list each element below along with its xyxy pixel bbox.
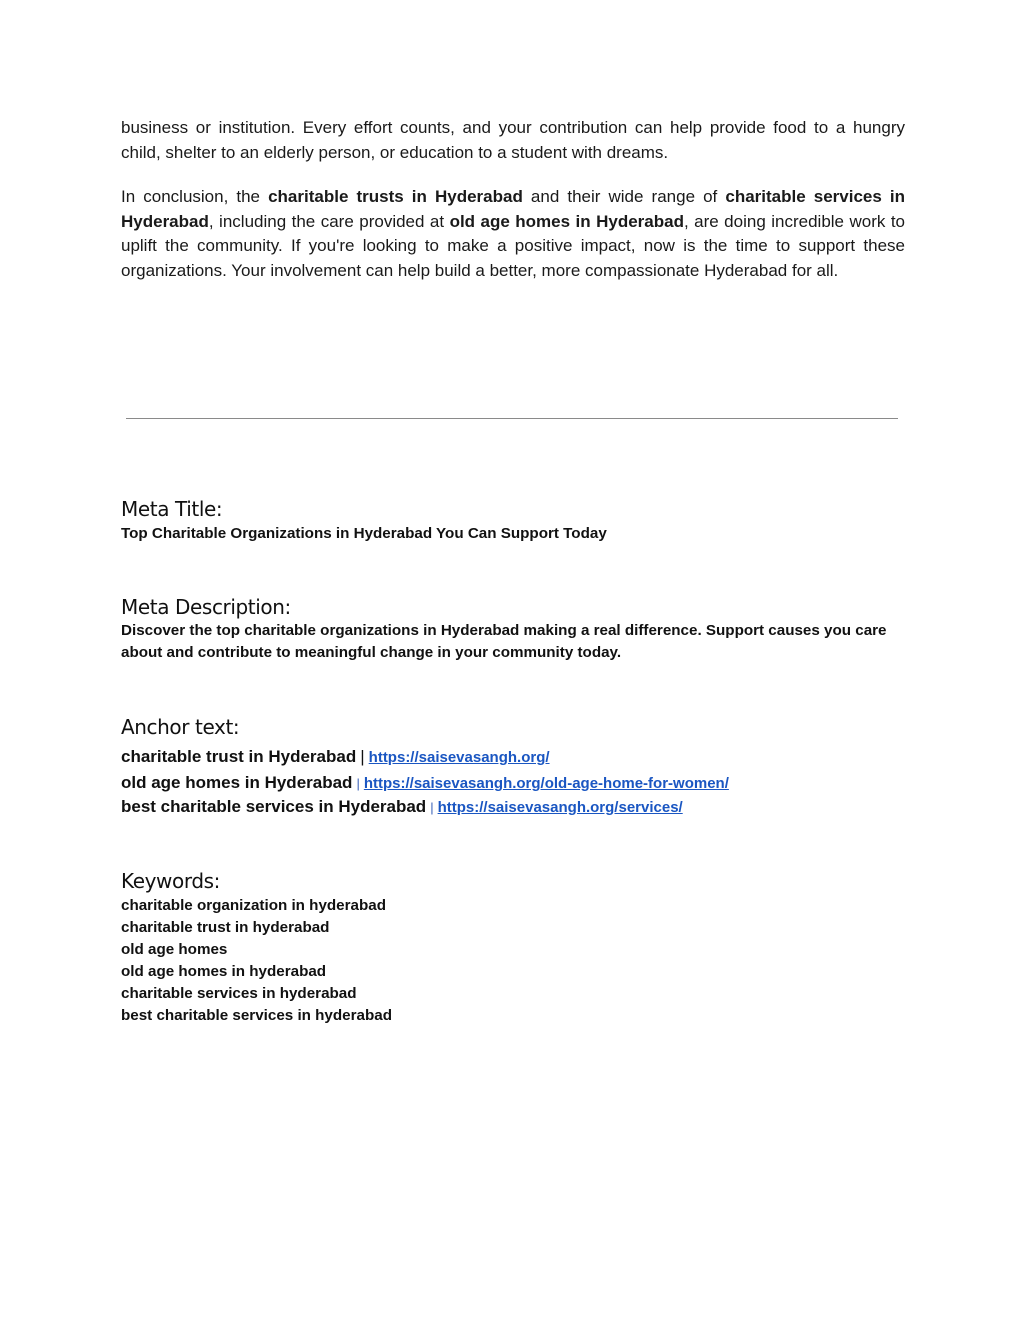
anchor-separator: | (360, 747, 365, 766)
meta-description-heading: Meta Description: (121, 595, 291, 619)
keyword-item: charitable organization in hyderabad (121, 897, 386, 914)
anchor-separator: | (356, 776, 360, 791)
conclusion-bold-3: old age homes in Hyderabad (449, 211, 684, 231)
keyword-item: old age homes (121, 941, 228, 958)
keywords-heading: Keywords: (121, 869, 220, 893)
keywords-section (121, 868, 911, 1027)
keyword-item: charitable services in hyderabad (121, 985, 357, 1002)
anchor-link[interactable]: https://saisevasangh.org/old-age-home-for-women/ (363, 775, 729, 792)
paragraph-continuation: business or institution. Every effort counts, and your contribution can help provide food to a hungry child, shelter to an elderly person, or education to a student with dreams. (121, 118, 905, 162)
anchor-link[interactable]: https://saisevasangh.org/ (368, 749, 550, 766)
meta-description-section (121, 594, 911, 664)
horizontal-divider (126, 418, 898, 419)
keyword-item: old age homes in hyderabad (121, 963, 327, 980)
meta-title-section (121, 496, 911, 545)
conclusion-text-4: , are doing incredible work to uplift the community. If you're looking to make a positive impact, now is the time to support these organizations. Your involvement can help build a better, more compassionate Hyderabad for all. (121, 211, 905, 280)
meta-description-text: Discover the top charitable organizations in Hyderabad making a real difference. Support causes you care about and contribute to meaningful change in your community today. (121, 622, 887, 661)
anchor-row (121, 770, 911, 796)
anchor-separator: | (430, 800, 434, 815)
conclusion-bold-1: charitable trusts in Hyderabad (268, 187, 523, 206)
anchor-text-heading: Anchor text: (121, 715, 240, 739)
meta-title-text: Top Charitable Organizations in Hyderabad You Can Support Today (121, 525, 607, 542)
conclusion-bold-2: charitable services in Hyderabad (121, 187, 905, 231)
paragraph-conclusion (121, 185, 905, 283)
anchor-text-section (121, 714, 911, 820)
anchor-label: charitable trust in Hyderabad (121, 747, 357, 766)
anchor-link[interactable]: https://saisevasangh.org/services/ (437, 799, 683, 816)
body-text (121, 116, 905, 283)
anchor-label: best charitable services in Hyderabad (121, 797, 427, 816)
anchor-row (121, 794, 911, 820)
conclusion-text-3: , including the care provided at (208, 211, 450, 231)
keyword-item: charitable trust in hyderabad (121, 919, 330, 936)
anchor-row (121, 744, 911, 770)
conclusion-text-1: In conclusion, the (121, 187, 269, 206)
meta-title-heading: Meta Title: (121, 497, 223, 521)
conclusion-text-2: and their wide range of (522, 187, 726, 206)
keyword-item: best charitable services in hyderabad (121, 1007, 392, 1024)
anchor-label: old age homes in Hyderabad (121, 773, 353, 792)
